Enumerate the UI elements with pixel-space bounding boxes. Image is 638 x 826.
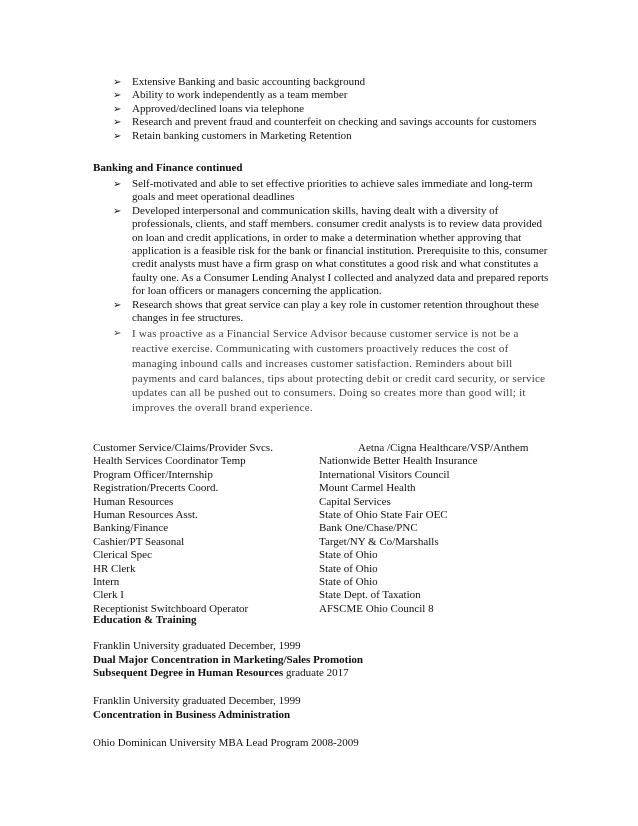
degree-concentration: Concentration in Business Administration (93, 709, 291, 721)
employer-name: International Visitors Council (319, 468, 450, 481)
education-entry: Ohio Dominican University MBA Lead Program 2008-2009 (93, 737, 359, 749)
degree-subsequent (93, 667, 349, 680)
table-row (93, 482, 553, 495)
table-row (93, 563, 553, 576)
job-title: Human Resources Asst. (93, 508, 198, 521)
job-title: Banking/Finance (93, 522, 169, 535)
job-title: Program Officer/Internship (93, 468, 213, 481)
bullet-text: Self-motivated and able to set effective priorities to achieve sales immediate and long-term goals and meet operational deadlines (132, 178, 533, 204)
table-row (93, 442, 553, 455)
arrow-bullet-icon: ➢ (113, 179, 122, 190)
bullet-text: Research and prevent fraud and counterfeit on checking and savings accounts for customers (132, 116, 537, 129)
bullet-text: Extensive Banking and basic accounting background (132, 76, 366, 88)
employer-name: Capital Services (319, 495, 391, 508)
arrow-bullet-icon: ➢ (113, 117, 122, 129)
banking-bullet-list (113, 178, 553, 416)
list-item (113, 205, 553, 299)
employer-name: State of Ohio (319, 562, 378, 575)
employer-name: Mount Carmel Health (319, 482, 416, 495)
table-row (93, 496, 553, 509)
degree-subsequent-title: Subsequent Degree in Human Resources (93, 667, 284, 679)
bullet-text: Ability to work independently as a team member (132, 89, 348, 102)
list-item (113, 76, 553, 89)
list-item (113, 299, 553, 326)
arrow-bullet-icon: ➢ (113, 90, 122, 102)
employer-name: State of Ohio (319, 575, 378, 588)
arrow-bullet-icon: ➢ (113, 299, 122, 311)
employer-name: State of Ohio (319, 549, 378, 562)
bullet-text: Approved/declined loans via telephone (132, 102, 304, 115)
education-heading: Education & Training (93, 614, 197, 626)
employer-name: AFSCME Ohio Council 8 (319, 602, 434, 615)
job-title: HR Clerk (93, 562, 136, 575)
employer-name: Aetna /Cigna Healthcare/VSP/Anthem (358, 442, 529, 454)
table-row (93, 469, 553, 482)
job-title: Registration/Precerts Coord. (93, 482, 219, 495)
employer-name: Bank One/Chase/PNC (319, 522, 418, 535)
bullet-text: Developed interpersonal and communication skills, having dealt with a diversity of professionals, clients, and staff members. consumer credit analysts is to review data provided on loan and credit applications, in order to make a determination whether approving that application is a feasible risk for the bank or financial institution. Prerequisite to this, consumer credit analysts must have a firm grasp on what constitutes a good risk and what constitutes a faulty one. As a Consumer Lending Analyst I collected and analyzed data and prepared reports for loan officers or managers concerning the application. (132, 204, 549, 298)
bullet-text: Retain banking customers in Marketing Retention (132, 129, 352, 142)
bullet-text: Research shows that great service can play a key role in customer retention throughout these changes in fee structures. (132, 298, 539, 325)
employer-name: Target/NY & Co/Marshalls (319, 535, 439, 548)
table-row (93, 455, 553, 468)
list-item (113, 103, 553, 116)
job-title: Clerical Spec (93, 549, 152, 562)
employment-history (93, 442, 553, 616)
employer-name: State Dept. of Taxation (319, 589, 421, 602)
education-entry: Franklin University graduated December, 1999 (93, 640, 301, 652)
table-row (93, 576, 553, 589)
arrow-bullet-icon: ➢ (113, 103, 122, 115)
table-row (93, 522, 553, 535)
table-row (93, 589, 553, 602)
list-item (113, 327, 553, 415)
job-title: Customer Service/Claims/Provider Svcs. (93, 442, 273, 454)
arrow-bullet-icon: ➢ (113, 77, 122, 88)
job-title: Intern (93, 575, 120, 588)
list-item (113, 116, 553, 129)
bullet-text: I was proactive as a Financial Service Advisor because customer service is not be a reactive exercise. Communicating with customers proactively reduces the cost of managing inbound calls and increases customer satisfaction. Reminders about bill payments and card balances, tips about protecting debit or credit card security, or service updates can all be pushed out to consumers. Doing so creates more than good will; it improves the overall brand experience. (132, 328, 546, 414)
table-row (93, 509, 553, 522)
skills-bullet-list (113, 76, 553, 143)
employer-name: Nationwide Better Health Insurance (319, 455, 478, 468)
list-item (113, 130, 553, 143)
job-title: Health Services Coordinator Temp (93, 455, 246, 468)
list-item (113, 178, 553, 205)
arrow-bullet-icon: ➢ (113, 205, 122, 217)
table-row (93, 549, 553, 562)
table-row (93, 536, 553, 549)
list-item (113, 89, 553, 102)
arrow-bullet-icon: ➢ (113, 328, 122, 340)
job-title: Human Resources (93, 495, 174, 508)
banking-section-heading: Banking and Finance continued (93, 162, 243, 174)
education-entry: Franklin University graduated December, 1999 (93, 695, 301, 707)
job-title: Clerk I (93, 589, 124, 602)
job-title: Cashier/PT Seasonal (93, 535, 185, 548)
arrow-bullet-icon: ➢ (113, 130, 122, 142)
degree-subsequent-date: graduate 2017 (283, 667, 349, 679)
degree-major: Dual Major Concentration in Marketing/Sales Promotion (93, 654, 363, 666)
employer-name: State of Ohio State Fair OEC (319, 508, 448, 521)
job-title: Receptionist Switchboard Operator (93, 602, 249, 615)
